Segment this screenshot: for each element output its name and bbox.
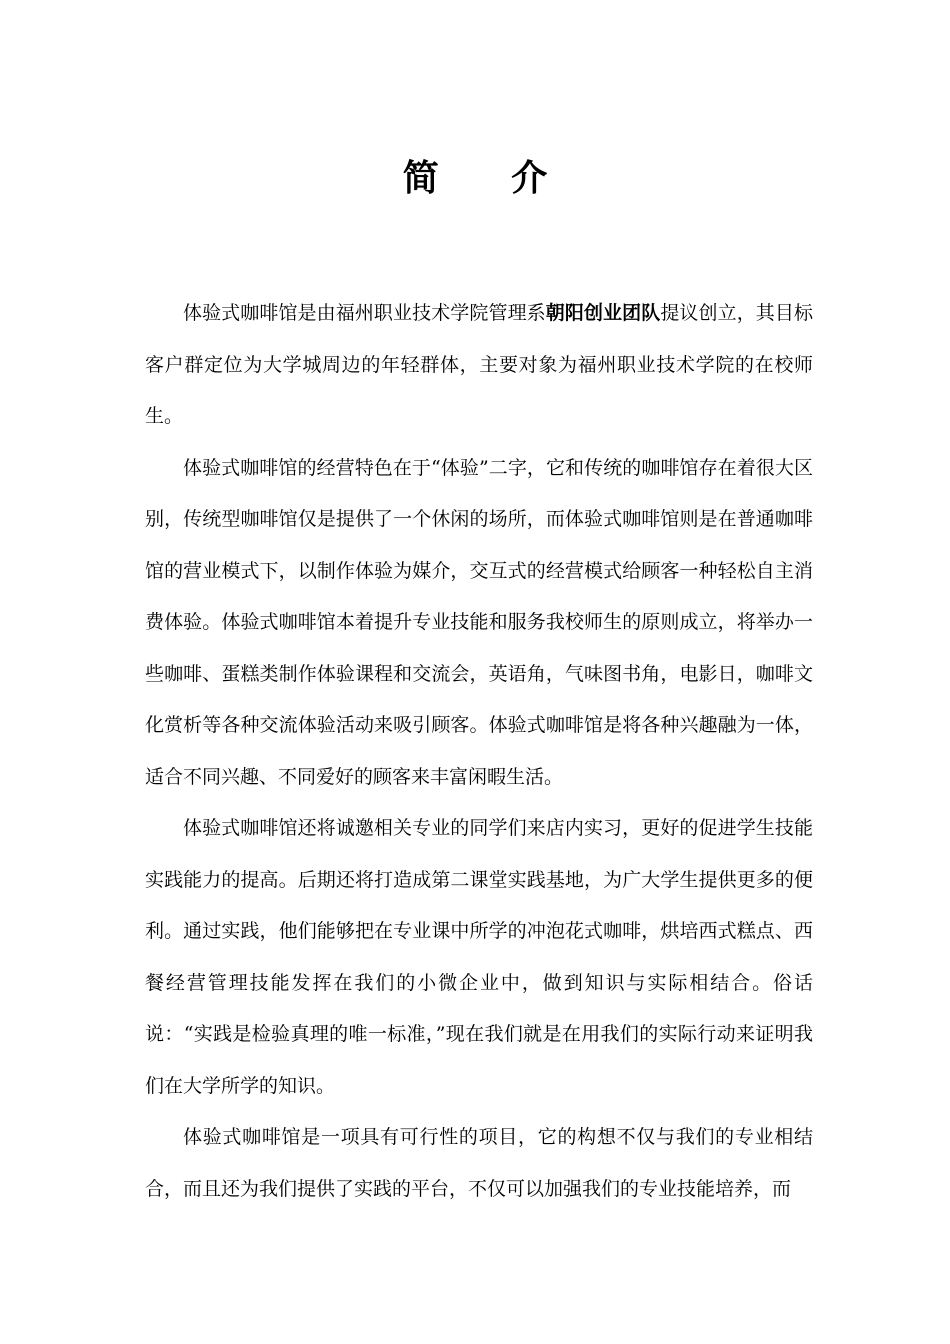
body-text [145,288,813,1215]
page-title: 简 介 [402,157,578,200]
paragraph-3: 体验式咖啡馆还将诚邀相关专业的同学们来店内实习，更好的促进学生技能实践能力的提高。后期还将打造成第二课堂实践基地，为广大学生提供更多的便利。通过实践，他们能够把在专业课中所学的冲泡花式咖啡，烘培西式糕点、西餐经营管理技能发挥在我们的小微企业中，做到知识与实际相结合。俗话说：“实践是检验真理的唯一标准，”现在我们就是在用我们的实际行动来证明我们在大学所学的知识。 [145,817,813,1097]
paragraph-1 [145,288,813,443]
paragraph-4: 体验式咖啡馆是一项具有可行性的项目，它的构想不仅与我们的专业相结合，而且还为我们提供了实践的平台，不仅可以加强我们的专业技能培养，而 [145,1126,813,1200]
paragraph-1-before: 体验式咖啡馆是由福州职业技术学院管理系 [183,302,546,324]
team-name-emphasis: 朝阳创业团队 [545,302,661,324]
paragraph-1-after: 提议创立，其目标客户群定位为大学城周边的年轻群体，主要对象为福州职业技术学院的在校师生。 [145,302,813,427]
paragraph-2: 体验式咖啡馆的经营特色在于“体验”二字，它和传统的咖啡馆存在着很大区别，传统型咖啡馆仅是提供了一个休闲的场所，而体验式咖啡馆则是在普通咖啡馆的营业模式下，以制作体验为媒介，交互式的经营模式给顾客一种轻松自主消费体验。体验式咖啡馆本着提升专业技能和服务我校师生的原则成立，将举办一些咖啡、蛋糕类制作体验课程和交流会，英语角，气味图书角，电影日，咖啡文化赏析等各种交流体验活动来吸引顾客。体验式咖啡馆是将各种兴趣融为一体，适合不同兴趣、不同爱好的顾客来丰富闲暇生活。 [145,456,813,788]
